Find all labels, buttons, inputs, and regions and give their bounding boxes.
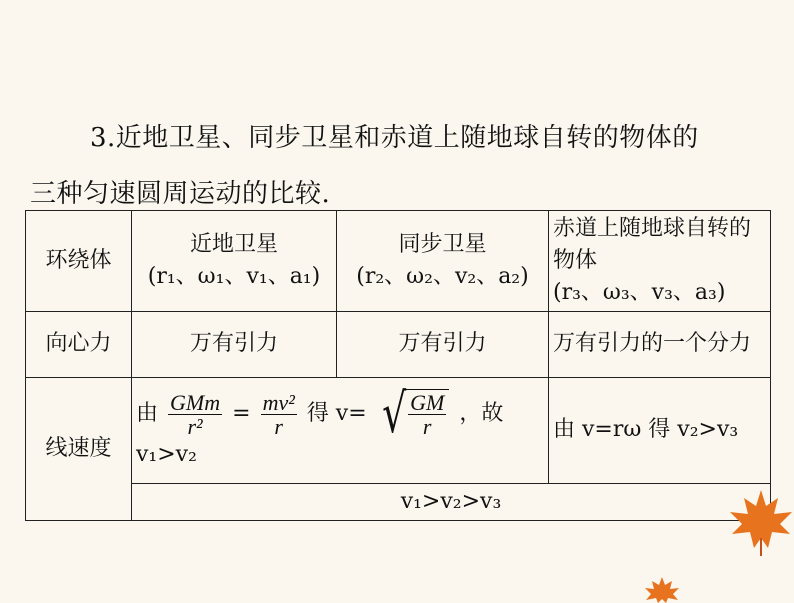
equator-object-name: 赤道上随地球自转的物体 [553,216,752,273]
sqrt-numerator: GM [410,390,445,416]
formula-get: 得 v= [306,401,367,427]
table-row-circling-body [26,211,771,312]
cell-synchronous-satellite [337,211,549,312]
force-near-earth: 万有引力 [132,311,337,377]
formula-suffix: ，故 [459,401,504,427]
sqrt-expression [377,382,450,446]
centripetal-numerator: mv² [262,389,295,415]
formula-equals: = [232,401,251,427]
row-label-centripetal-force: 向心力 [26,311,132,377]
heading-line-2: 三种匀速圆周运动的比较. [30,179,331,209]
speed-overall-comparison: v₁>v₂>v₃ [132,483,771,520]
speed-result-12: v₁>v₂ [136,442,197,468]
synchronous-satellite-name: 同步卫星 [398,231,487,257]
speed-equator-object: 由 v=rω 得 v₂>v₃ [549,377,771,483]
radical-sign-icon: √ [381,382,406,446]
force-equator-object: 万有引力的一个分力 [549,311,771,377]
gravity-fraction [168,391,222,438]
gravity-numerator: GMm [170,389,221,415]
section-heading [30,110,770,222]
maple-leaf-icon [728,488,794,558]
row-label-circling-body: 环绕体 [26,211,132,312]
cell-near-earth-satellite [132,211,337,312]
speed-derivation-cell [132,377,549,483]
equator-object-params: (r₃、ω₃、v₃、a₃) [553,279,726,305]
centripetal-fraction [261,391,297,438]
small-maple-leaf-icon [644,576,680,603]
synchronous-satellite-params: (r₂、ω₂、v₂、a₂) [356,263,529,289]
comparison-table [25,210,771,521]
cell-equator-object [549,211,771,312]
force-synchronous: 万有引力 [337,311,549,377]
sqrt-radicand [405,389,449,439]
table-row-linear-speed [26,377,771,483]
row-label-linear-speed: 线速度 [26,377,132,520]
centripetal-denominator: r [274,413,283,439]
near-earth-satellite-params: (r₁、ω₁、v₁、a₁) [147,263,321,289]
sqrt-fraction [408,391,446,438]
sqrt-denominator: r [422,414,432,440]
near-earth-satellite-name: 近地卫星 [189,231,278,257]
gravity-denominator: r² [187,413,203,439]
table-row-centripetal-force [26,311,771,377]
formula-from: 由 [136,401,159,427]
speed-formula [136,382,544,446]
table-row-speed-summary [26,483,771,520]
heading-line-1: 3.近地卫星、同步卫星和赤道上随地球自转的物体的 [90,123,699,153]
